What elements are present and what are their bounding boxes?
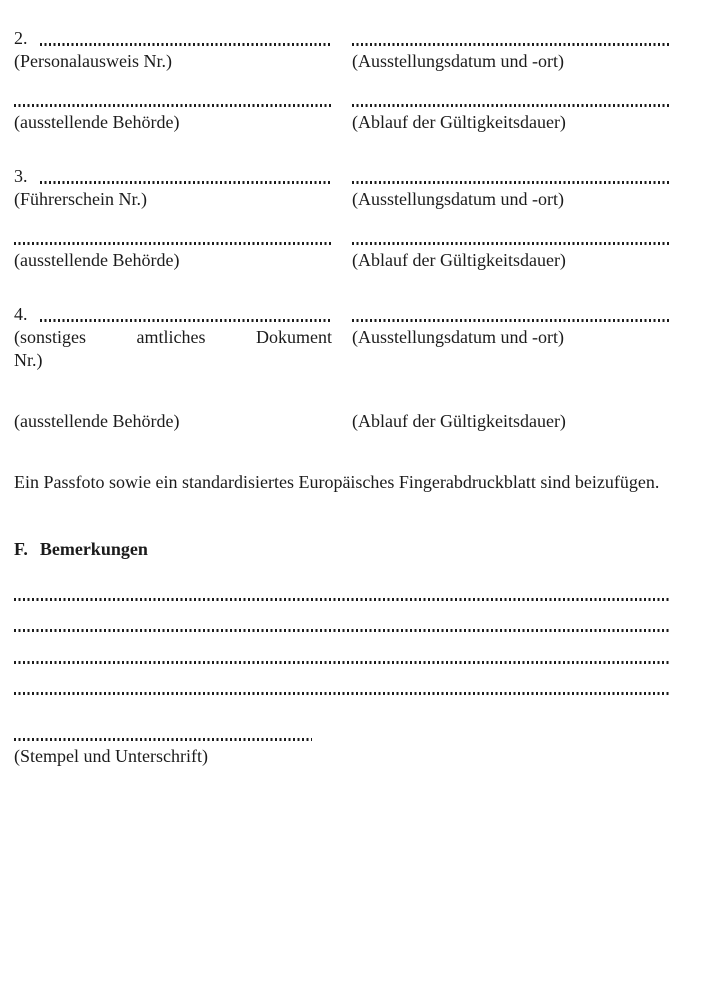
dotted-fill-line xyxy=(40,319,332,322)
dotted-fill-line xyxy=(14,104,332,107)
document-item-4 xyxy=(14,302,670,433)
field-label-ausstellungsdatum: (Ausstellungsdatum und -ort) xyxy=(352,51,564,71)
signature-dotted-line xyxy=(14,738,312,741)
field-label-ausstellungsdatum: (Ausstellungsdatum und -ort) xyxy=(352,189,564,209)
section-letter: F. xyxy=(14,539,28,559)
dotted-fill-line xyxy=(352,104,670,107)
field-label-behoerde: (ausstellende Behörde) xyxy=(14,411,180,431)
field-label-sonstiges-dokument: (sonstiges amtliches Dokument Nr.) xyxy=(14,327,332,370)
field-label-gueltigkeitsdauer: (Ablauf der Gültigkeitsdauer) xyxy=(352,112,566,132)
section-f-heading xyxy=(14,538,670,561)
document-item-3 xyxy=(14,164,670,272)
field-label-ausstellungsdatum: (Ausstellungsdatum und -ort) xyxy=(352,327,564,347)
remarks-dotted-line xyxy=(14,661,670,664)
item-number: 3. xyxy=(14,166,28,186)
document-item-2 xyxy=(14,26,670,134)
dotted-fill-line xyxy=(352,242,670,245)
attachment-note: Ein Passfoto sowie ein standardisiertes Europäisches Fingerabdruckblatt sind beizufügen. xyxy=(14,472,660,492)
dotted-fill-line xyxy=(40,181,332,184)
remarks-dotted-line xyxy=(14,598,670,601)
signature-label: (Stempel und Unterschrift) xyxy=(14,746,208,766)
section-title: Bemerkungen xyxy=(39,539,148,559)
dotted-fill-line xyxy=(14,242,332,245)
dotted-fill-line xyxy=(352,319,670,322)
field-label-gueltigkeitsdauer: (Ablauf der Gültigkeitsdauer) xyxy=(352,250,566,270)
field-label-behoerde: (ausstellende Behörde) xyxy=(14,250,180,270)
field-label-behoerde: (ausstellende Behörde) xyxy=(14,112,180,132)
remarks-dotted-line xyxy=(14,629,670,632)
dotted-fill-line xyxy=(352,43,670,46)
remarks-area xyxy=(14,573,670,699)
signature-block xyxy=(14,721,670,768)
dotted-fill-line xyxy=(352,181,670,184)
dotted-fill-line xyxy=(40,43,332,46)
item-number: 4. xyxy=(14,304,28,324)
field-label-personalausweis: (Personalausweis Nr.) xyxy=(14,51,172,71)
field-label-gueltigkeitsdauer: (Ablauf der Gültigkeitsdauer) xyxy=(352,411,566,431)
field-label-fuehrerschein: (Führerschein Nr.) xyxy=(14,189,147,209)
remarks-dotted-line xyxy=(14,692,670,695)
item-number: 2. xyxy=(14,28,28,48)
